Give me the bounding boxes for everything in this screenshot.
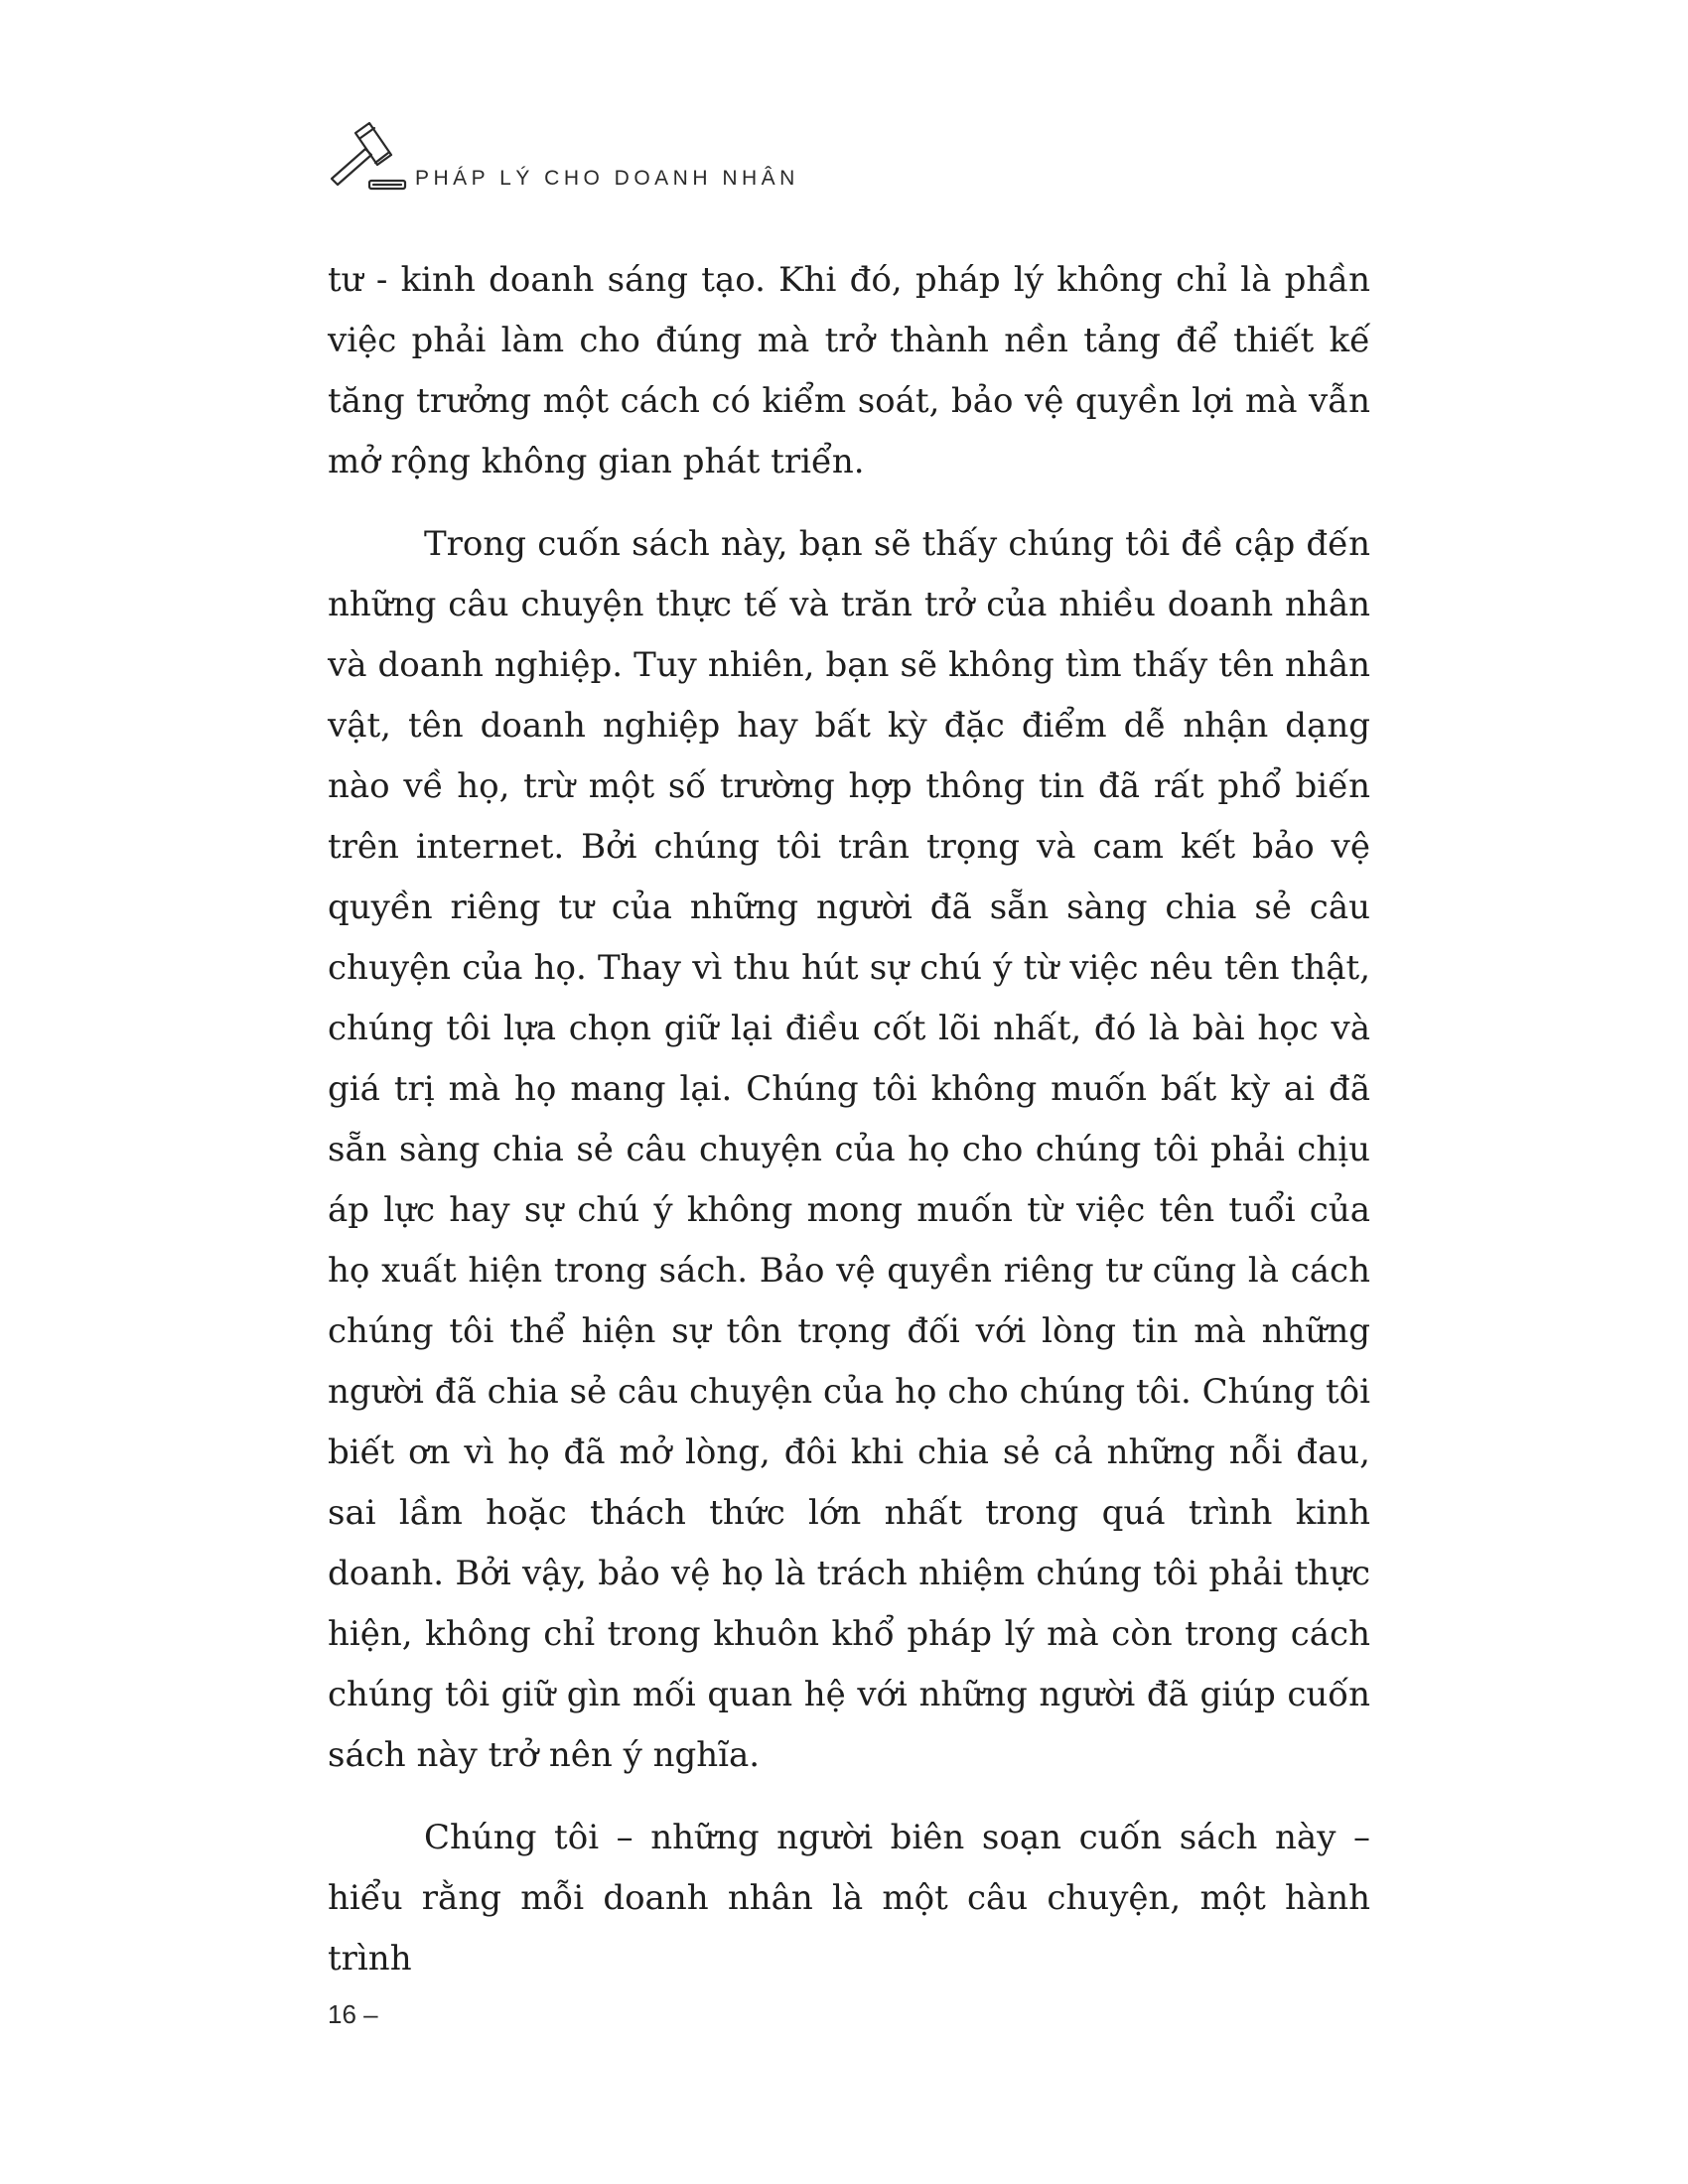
page-number: 16 – bbox=[328, 1999, 378, 2029]
gavel-icon bbox=[328, 117, 407, 193]
running-header bbox=[328, 117, 1122, 206]
running-header-title: PHÁP LÝ CHO DOANH NHÂN bbox=[415, 167, 799, 190]
body-text bbox=[328, 250, 1370, 1989]
paragraph-authors: Chúng tôi – những người biên soạn cuốn sách này – hiểu rằng mỗi doanh nhân là một câu chuyện, một hành trình bbox=[328, 1818, 1370, 1979]
paragraph-continued: tư - kinh doanh sáng tạo. Khi đó, pháp lý không chỉ là phần việc phải làm cho đúng mà trở thành nền tảng để thiết kế tăng trưởng một cách có kiểm soát, bảo vệ quyền lợi mà vẫn mở rộng không gian phát triển. bbox=[328, 260, 1370, 481]
paragraph-privacy: Trong cuốn sách này, bạn sẽ thấy chúng tôi đề cập đến những câu chuyện thực tế và trăn trở của nhiều doanh nhân và doanh nghiệp. Tuy nhiên, bạn sẽ không tìm thấy tên nhân vật, tên doanh nghiệp hay bất kỳ đặc điểm dễ nhận dạng nào về họ, trừ một số trường hợp thông tin đã rất phổ biến trên internet. Bởi chúng tôi trân trọng và cam kết bảo vệ quyền riêng tư của những người đã sẵn sàng chia sẻ câu chuyện của họ. Thay vì thu hút sự chú ý từ việc nêu tên thật, chúng tôi lựa chọn giữ lại điều cốt lõi nhất, đó là bài học và giá trị mà họ mang lại. Chúng tôi không muốn bất kỳ ai đã sẵn sàng chia sẻ câu chuyện của họ cho chúng tôi phải chịu áp lực hay sự chú ý không mong muốn từ việc tên tuổi của họ xuất hiện trong sách. Bảo vệ quyền riêng tư cũng là cách chúng tôi thể hiện sự tôn trọng đối với lòng tin mà những người đã chia sẻ câu chuyện của họ cho chúng tôi. Chúng tôi biết ơn vì họ đã mở lòng, đôi khi chia sẻ cả những nỗi đau, sai lầm hoặc thách thức lớn nhất trong quá trình kinh doanh. Bởi vậy, bảo vệ họ là trách nhiệm chúng tôi phải thực hiện, không chỉ trong khuôn khổ pháp lý mà còn trong cách chúng tôi giữ gìn mối quan hệ với những người đã giúp cuốn sách này trở nên ý nghĩa. bbox=[328, 524, 1370, 1775]
